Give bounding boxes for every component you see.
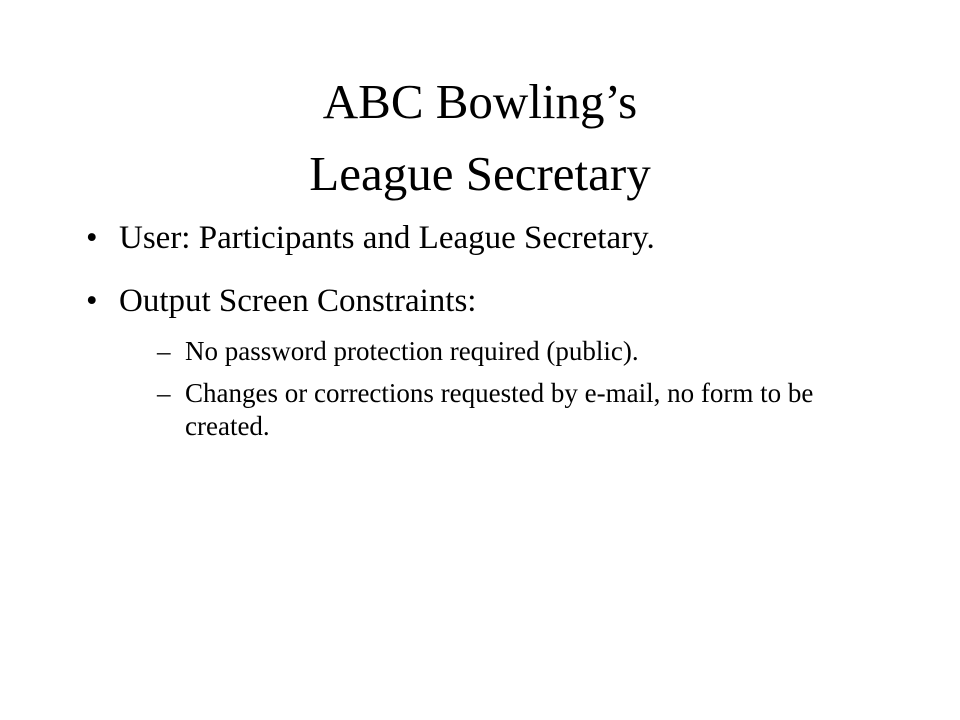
- bullet-item-user: [80, 218, 900, 258]
- title-line-1: ABC Bowling’s: [322, 74, 638, 129]
- dash-icon: –: [157, 336, 171, 366]
- bullet-text: Output Screen Constraints:: [119, 283, 477, 319]
- bullet-icon: •: [86, 220, 98, 256]
- bullet-item-output-constraints: [80, 281, 900, 321]
- sub-bullet-item-password: [157, 335, 900, 368]
- sub-bullet-item-changes: [157, 377, 900, 443]
- sub-bullet-list: [80, 335, 900, 443]
- dash-icon: –: [157, 378, 171, 408]
- slide-body: [80, 218, 900, 452]
- bullet-text: User: Participants and League Secretary.: [119, 220, 655, 256]
- sub-bullet-text: Changes or corrections requested by e-mail, no form to be created.: [185, 378, 814, 441]
- sub-bullet-text: No password protection required (public).: [185, 336, 639, 366]
- slide-title: [80, 66, 880, 210]
- title-line-2: League Secretary: [309, 146, 651, 201]
- bullet-icon: •: [86, 283, 98, 319]
